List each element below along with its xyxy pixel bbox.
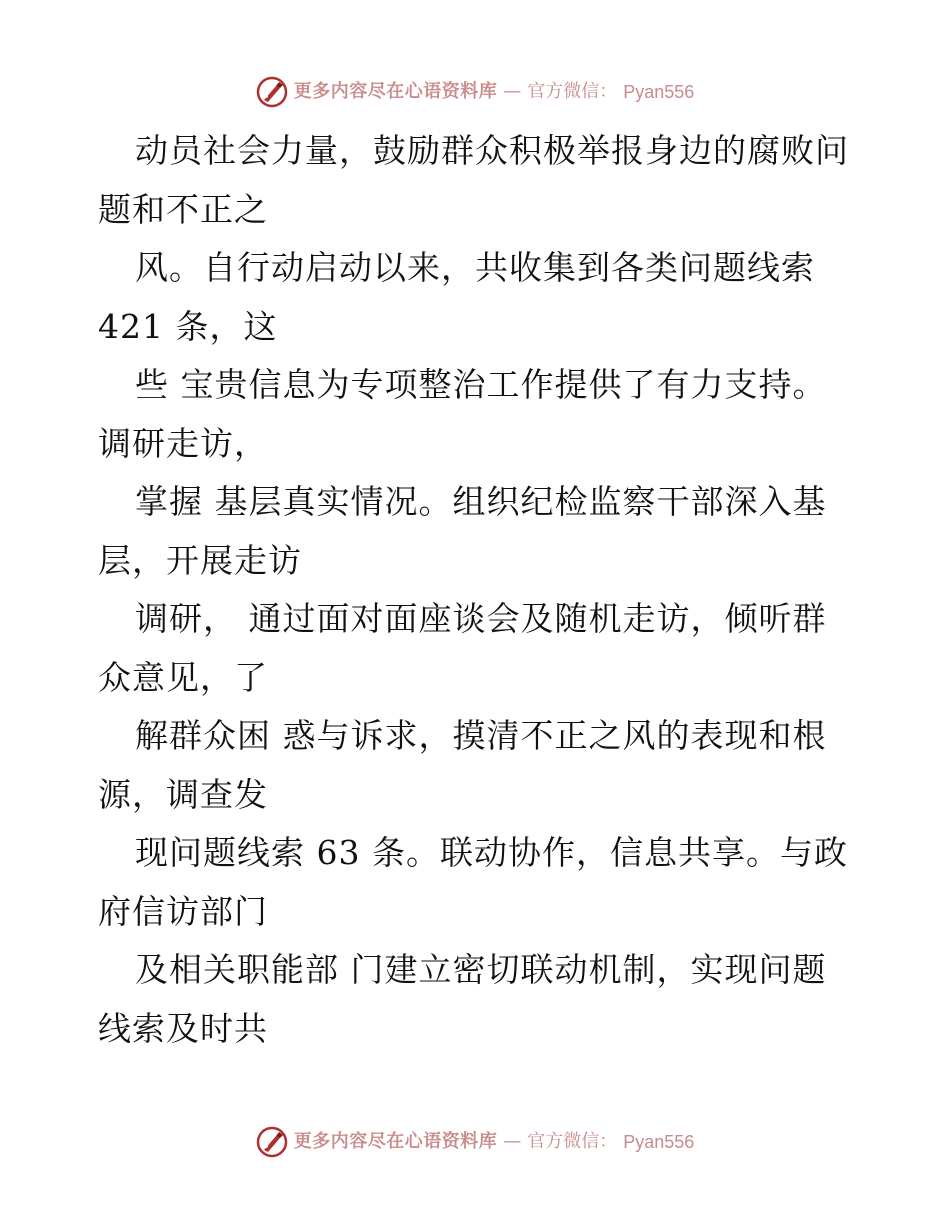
text-line: 源，调查发 (98, 774, 268, 814)
document-body (98, 122, 858, 1058)
watermark-wechat-id: Pyan556 (623, 82, 695, 102)
text-line: 府信访部门 (98, 891, 268, 931)
text-line: 些 宝贵信息为专项整治工作提供了有力支持。 (135, 365, 827, 404)
text-line: 动员社会力量，鼓励群众积极举报身边的腐败问 (135, 131, 849, 170)
watermark-main-text: 更多内容尽在心语资料库 (293, 81, 498, 102)
watermark-dash: — (503, 81, 522, 102)
watermark-wechat-id: Pyan556 (623, 1132, 695, 1152)
text-line: 及相关职能部 门建立密切联动机制，实现问题 (135, 950, 827, 989)
text-line: 421 条，这 (98, 306, 278, 346)
pen-logo-icon (256, 76, 288, 108)
text-line: 调研， 通过面对面座谈会及随机走访，倾听群 (135, 599, 827, 638)
header-watermark (0, 76, 950, 108)
watermark-main-text: 更多内容尽在心语资料库 (293, 1131, 498, 1152)
watermark-sub-text: 官方微信： (527, 81, 618, 102)
text-line: 层，开展走访 (98, 540, 302, 580)
watermark-dash: — (503, 1131, 522, 1152)
text-line: 题和不正之 (98, 189, 268, 229)
text-line: 风。自行动启动以来，共收集到各类问题线索 (135, 248, 815, 287)
text-line: 调研走访， (98, 423, 268, 463)
text-line: 掌握 基层真实情况。组织纪检监察干部深入基 (135, 482, 827, 521)
footer-watermark (0, 1126, 950, 1158)
watermark-sub-text: 官方微信： (527, 1131, 618, 1152)
pen-logo-icon (256, 1126, 288, 1158)
text-line: 现问题线索 63 条。联动协作，信息共享。与政 (135, 833, 848, 872)
text-line: 线索及时共 (98, 1008, 268, 1048)
text-line: 众意见，了 (98, 657, 268, 697)
text-line: 解群众困 惑与诉求，摸清不正之风的表现和根 (135, 716, 827, 755)
